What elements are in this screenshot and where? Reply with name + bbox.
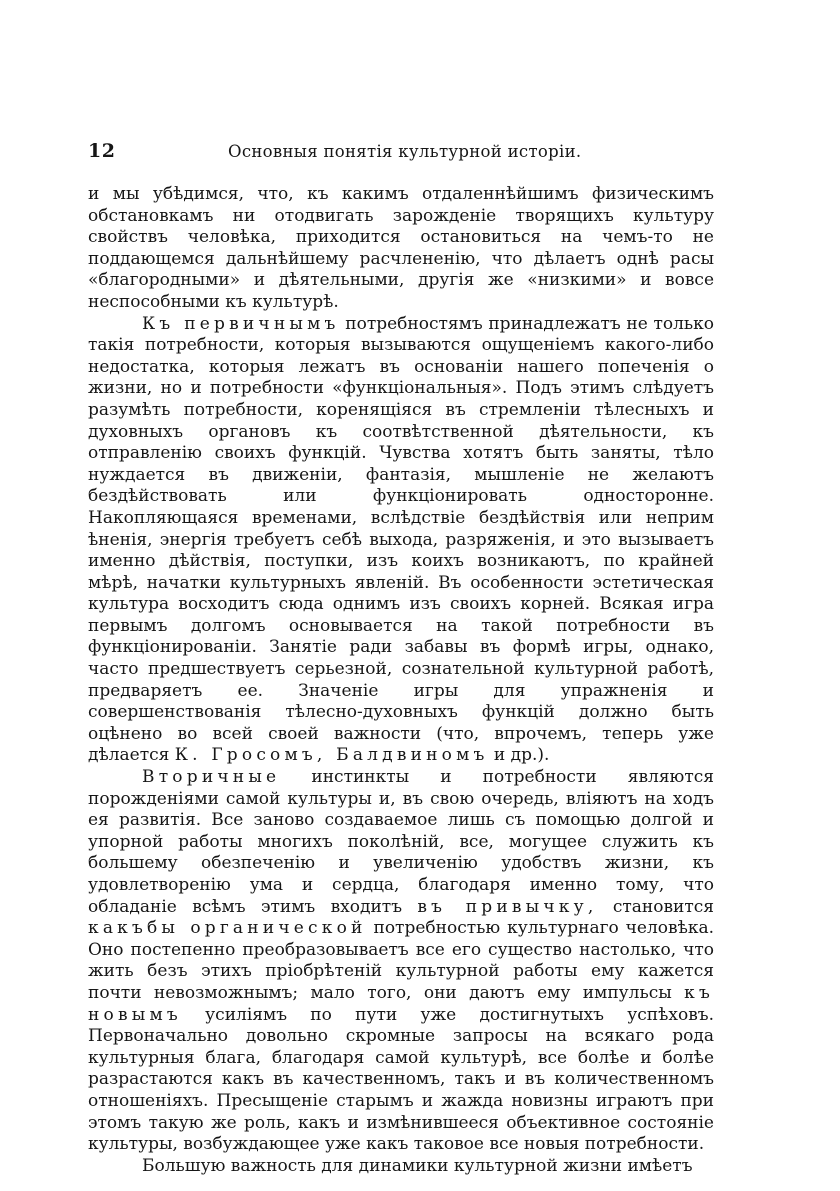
text-segment: становится — [597, 896, 714, 917]
text-segment: усиліямъ по пути уже достигнутыхъ успѣховъ. Первоначально довольно скромные запросы на всякаго рода культурныя блага, благодаря самой культурѣ, все болѣе и болѣе разрастаются какъ въ качественномъ, такъ и въ количественномъ отношеніяхъ. Пресыщеніе старымъ и жажда новизны играютъ при этомъ такую же роль, какъ и измѣнившееся объективное состояніе культуры, возбуждающее уже какъ таковое все новыя потребности. — [88, 1004, 714, 1155]
body-text — [88, 184, 714, 1177]
spaced-term: какъбы органической — [88, 918, 367, 939]
text-segment: инстинкты и потребности являются порожденіями самой культуры и, въ свою очередь, вліяютъ на ходъ ея развитія. Все заново создаваемое лишь съ помощью долгой и упорной работы многихъ поколѣній, все, могущее служить къ большему обезпеченію и увеличенію удобствъ жизни, къ удовлетворенію ума и сердца, благодаря именно тому, что обладаніе всѣмъ этимъ входитъ — [88, 767, 714, 917]
running-title: Основныя понятія культурной исторіи. — [228, 142, 582, 161]
text-segment: и мы убѣдимся, что, къ какимъ отдаленнѣйшимъ физическимъ обстановкамъ ни отодвигать зарожденіе творящихъ культуру свойствъ человѣка, приходится остановиться на чемъ-то не поддающемся дальнѣйшему расчлененію, что дѣлаетъ однѣ расы «благородными» и дѣятельными, другія же «низкими» и вовсе неспособными къ культурѣ. — [88, 184, 714, 312]
page-number: 12 — [88, 140, 116, 162]
text-segment: Большую важность для динамики культурной жизни имѣетъ — [142, 1155, 693, 1176]
paragraph-3 — [88, 767, 714, 1156]
spaced-term: Вторичные — [142, 767, 281, 788]
spaced-term: Къ первичнымъ — [142, 313, 340, 334]
spaced-term: къ новымъ — [88, 982, 714, 1025]
paragraph-4 — [88, 1156, 714, 1178]
paragraph-1 — [88, 184, 714, 314]
page-header — [88, 140, 714, 170]
spaced-term: К. Гросомъ, Балдвиномъ — [174, 745, 489, 766]
text-segment: и др.). — [488, 745, 550, 766]
spaced-term: въ привычку, — [417, 896, 598, 917]
text-segment: потребностямъ принадлежатъ не только такія потребности, которыя вызываются ощущеніемъ какого-либо недостатка, которыя лежатъ въ основаніи нашего попеченія о жизни, но и потребности «функціональныя». Подъ этимъ слѣдуетъ разумѣть потребности, коренящіяся въ стремленіи тѣлесныхъ и духовныхъ органовъ къ соотвѣтственной дѣятельности, къ отправленію своихъ функцій. Чувства хотятъ быть заняты, тѣло нуждается въ движеніи, фантазія, мышленіе не желаютъ бездѣйствовать или функціонировать односторонне. Накопляющаяся временами, вслѣдствіе бездѣйствія или неприм ѣненія, энергія требуетъ себѣ выхода, разряженія, и это вызываетъ именно дѣйствія, поступки, изъ коихъ возникаютъ, по крайней мѣрѣ, начатки культурныхъ явленій. Въ особенности эстетическая культура восходитъ сюда однимъ изъ своихъ корней. Всякая игра первымъ долгомъ основывается на такой потребности въ функціонированіи. Занятіе ради забавы въ формѣ игры, однако, часто предшествуетъ серьезной, сознательной культурной работѣ, предваряетъ ее. Значеніе игры для упражненія и совершенствованія тѣлесно-духовныхъ функцій должно быть оцѣнено во всей своей важности (что, впрочемъ, теперь уже дѣлается — [88, 313, 714, 766]
paragraph-2 — [88, 314, 714, 767]
book-page — [88, 140, 714, 1177]
text-segment: потребностью культурнаго человѣка. Оно постепенно преобразовываетъ все его существо настолько, что жить безъ этихъ пріобрѣтеній культурной работы ему кажется почти невозможнымъ; мало того, они даютъ ему импульсы — [88, 918, 714, 1003]
